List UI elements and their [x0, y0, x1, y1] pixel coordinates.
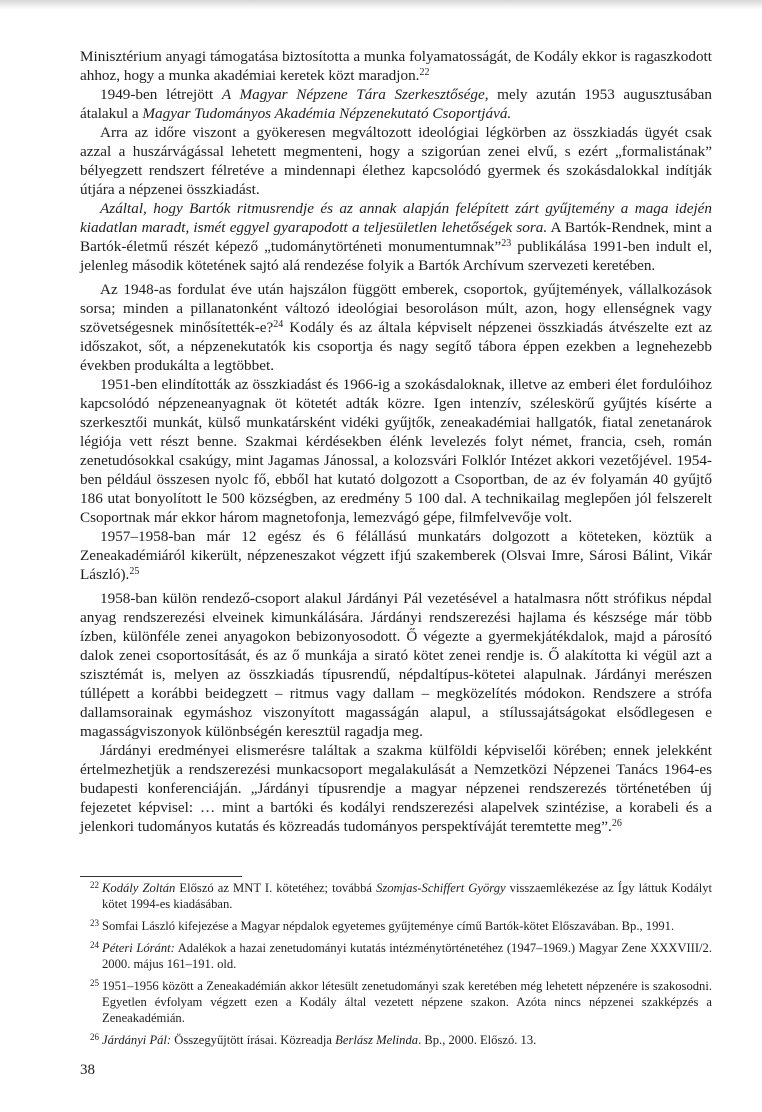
body-paragraph [80, 85, 712, 123]
body-paragraph [80, 123, 712, 199]
text-run: A Bartók-Rendnek, mint a Bartók-életmű részét képező „tudománytörténeti monumentumnak” [80, 219, 712, 255]
footnote-number: 23 [90, 918, 99, 928]
body-paragraph [80, 527, 712, 584]
text-run: Somfai László kifejezése a Magyar népdalok egyetemes gyűjteménye című Bartók-kötet Előszavában. Bp., 1991. [102, 919, 675, 933]
footnote-number: 22 [90, 880, 99, 890]
footnote [80, 978, 712, 1026]
text-run: visszaemlékezése az Így láttuk Kodályt kötet 1994-es kiadásában. [102, 881, 712, 911]
footnote [80, 940, 712, 972]
text-run: . Bp., 2000. Előszó. 13. [418, 1033, 537, 1047]
footnote-number: 26 [90, 1032, 99, 1042]
body-paragraph [80, 47, 712, 85]
footnote-reference: 25 [129, 566, 140, 577]
footnotes-section [80, 880, 712, 1054]
text-run: publikálása 1991-ben indult el, jelenleg második kötetének sajtó alá rendezése folyik a Bartók Archívum szervezeti keretében. [80, 238, 712, 274]
text-run: 1949-ben létrejött [100, 86, 222, 103]
italic-text-run: Szomjas-Schiffert György [376, 881, 506, 895]
body-paragraph [80, 280, 712, 375]
footnote-reference: 23 [501, 238, 512, 249]
footnote-reference: 22 [419, 67, 430, 78]
italic-text-run: Berlász Melinda [335, 1033, 419, 1047]
text-run: Az 1948-as fordulat éve után hajszálon függött emberek, csoportok, gyűjtemények, vállalkozások sorsa; minden a pillanatonként változó ideológiai besoroláson múlt, azon, hogy ellenségnek vagy szövetségesnek minősítették-e? [80, 281, 712, 336]
footnote-number: 24 [90, 940, 99, 950]
body-paragraph [80, 375, 712, 527]
text-run: , mely azután 1953 augusztusában átalakul a [80, 86, 712, 122]
text-run: 1958-ban külön rendező-csoport alakul Járdányi Pál vezetésével a hatalmasra nőtt strófikus népdal anyag rendszerezési elveinek kimunkálására. Járdányi rendszerezési hajlama és készsége már több ízben, különféle zenei anyagokon bebizonyosodott. Ő végezte a gyermekjátékdalok, majd a párosító dalok zenei csoportosítását, és az ő munkája a sirató kötet zenei rendje is. Ő alakította ki végül azt a szisztémát is, melyen az összkiadás típusrendű, népdaltípus-kötetei alapulnak. Járdányi merészen túllépett a korábbi beidegzett – ritmus vagy dallam – megközelítés módokon. Rendszere a strófa dallamsorainak egymáshoz viszonyított magasságán alapul, a stílussajátságokat elsődlegesen e magasságviszonyok különbségén keresztül ragadja meg. [80, 590, 712, 740]
footnote [80, 1032, 712, 1048]
italic-text-run: Magyar Tudományos Akadémia Népzenekutató Csoportjává. [142, 105, 512, 122]
footnote-separator [80, 876, 242, 877]
footnote [80, 918, 712, 934]
footnote [80, 880, 712, 912]
text-run: Adalékok a hazai zenetudományi kutatás intézménytörténetéhez (1947–1969.) Magyar Zene XXXVIII/2. 2000. május 161–191. old. [102, 941, 712, 971]
footnote-number: 25 [90, 978, 99, 988]
italic-text-run: Péteri Lóránt: [102, 941, 175, 955]
text-run: Járdányi eredményei elismerésre találtak a szakma külföldi képviselői körében; ennek jelekként értelmezhetjük a rendszerezési munkacsoport megalakulását a Nemzetközi Népzenei Tanács 1964-es budapesti konferenciáján. „Járdányi típusrendje a magyar népzenei rendszerezés történetében új fejezetet képvisel: … mint a bartóki és kodályi rendszerezési alapelvek szintézise, a korabeli és a jelenkori tudományos kutatás és közreadás tudományos perspektíváját teremtette meg”. [80, 742, 712, 835]
italic-text-run: Azáltal, hogy Bartók ritmusrendje és az annak alapján felépített zárt gyűjtemény a maga idején kiadatlan maradt, ismét eggyel gyarapodott a teljesületlen lehetőségek sora. [80, 200, 712, 236]
italic-text-run: A Magyar Népzene Tára Szerkesztősége [221, 86, 485, 103]
italic-text-run: Járdányi Pál: [102, 1033, 172, 1047]
footnote-reference: 26 [611, 818, 622, 829]
text-run: Arra az időre viszont a gyökeresen megváltozott ideológiai légkörben az összkiadás ügyét csak azzal a huszárvágással lehetett megmenteni, hogy a szigorúan zenei elvű, s ezért „formalistának” bélyegzett rendszert félretéve a mindennapi élethez kapcsolódó gyermek és szokásdalokkal indítják útjára a népzenei összkiadást. [80, 124, 712, 198]
scan-top-edge [0, 0, 762, 10]
page-number: 38 [80, 1062, 95, 1078]
text-run: 1951-ben elindították az összkiadást és 1966-ig a szokásdaloknak, illetve az emberi élet fordulóihoz kapcsolódó népzeneanyagnak öt kötetét adták közre. Igen intenzív, széleskörű gyűjtés kísérte a szerkesztői munkát, külső munkatársként vidéki gyűjtők, zeneakadémiai hallgatók, fiatal zenetanárok légiója vett részt benne. Szakmai kérdésekben élénk levelezés folyt német, francia, cseh, román zenetudósokkal csakúgy, mint Jagamas Jánossal, a kolozsvári Folklór Intézet akkori vezetőjével. 1954-ben például összesen nyolc fő, ebből hat kutató dolgozott a Csoportban, de az év folyamán 40 gyűjtő 186 utat bonyolított le 500 községben, az eredmény 5 100 dal. A technikailag meglepően jól felszerelt Csoportnak már ekkor három magnetofonja, lemezvágó gépe, filmfelvevője volt. [80, 376, 712, 526]
text-run: 1957–1958-ban már 12 egész és 6 félállású munkatárs dolgozott a köteteken, köztük a Zeneakadémiáról kikerült, népzeneszakot végzett ifjú szakemberek (Olsvai Imre, Sárosi Bálint, Vikár László). [80, 528, 712, 583]
text-run: Minisztérium anyagi támogatása biztosította a munka folyamatosságát, de Kodály ekkor is ragaszkodott ahhoz, hogy a munka akadémiai keretek közt maradjon. [80, 48, 712, 84]
text-run: Összegyűjtött írásai. Közreadja [171, 1033, 336, 1047]
main-text-column [80, 47, 712, 836]
body-paragraph [80, 199, 712, 275]
body-paragraph [80, 589, 712, 741]
text-run: Előszó az MNT I. kötetéhez; továbbá [175, 881, 377, 895]
footnote-reference: 24 [273, 319, 284, 330]
text-run: Kodály és az általa képviselt népzenei összkiadás átvészelte ezt az időszakot, sőt, a népzenekutatók kis csoportja és nagy segítő tábora éppen ezekben a legnehezebb években produkálta a legtöbbet. [80, 319, 713, 374]
text-run: 1951–1956 között a Zeneakadémián akkor létesült zenetudományi szak keretében még lehetett népzenére is szakosodni. Egyetlen évfolyam végzett ezen a Kodály által vezetett népzene szakon. Azóta nincs népzenei szakképzés a Zeneakadémián. [102, 979, 712, 1025]
italic-text-run: Kodály Zoltán [102, 881, 176, 895]
body-paragraph [80, 741, 712, 836]
